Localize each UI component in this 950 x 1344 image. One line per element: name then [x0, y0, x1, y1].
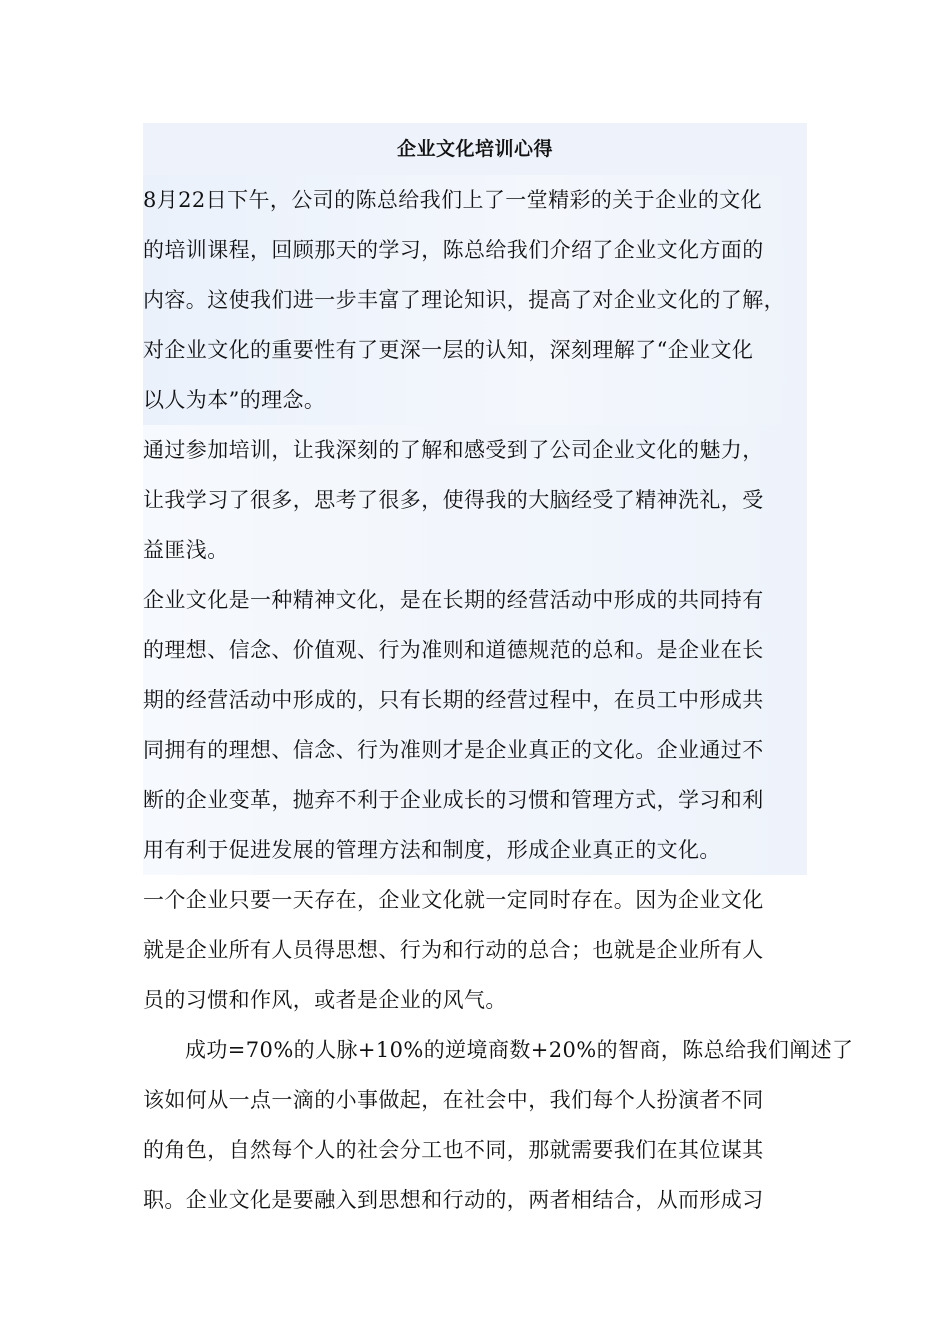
- paragraph-line: 益匪浅。: [143, 538, 229, 562]
- paragraph-line: 通过参加培训，让我深刻的了解和感受到了公司企业文化的魅力，: [143, 438, 764, 462]
- paragraph-line: 同拥有的理想、信念、行为准则才是企业真正的文化。企业通过不: [143, 738, 764, 762]
- paragraph-3: [143, 575, 807, 875]
- paragraph-1: [143, 175, 807, 425]
- paragraph-line: 的角色，自然每个人的社会分工也不同，那就需要我们在其位谋其: [143, 1138, 764, 1162]
- paragraph-line: 8月22日下午，公司的陈总给我们上了一堂精彩的关于企业的文化: [143, 188, 763, 212]
- paragraph-2: [143, 425, 807, 575]
- paragraph-line: 成功=70%的人脉+10%的逆境商数+20%的智商，陈总给我们阐述了: [185, 1038, 854, 1062]
- paragraph-line: 一个企业只要一天存在，企业文化就一定同时存在。因为企业文化: [143, 888, 764, 912]
- paragraph-4: [143, 875, 807, 1025]
- document-title: 企业文化培训心得: [143, 123, 807, 175]
- paragraph-line: 期的经营活动中形成的，只有长期的经营过程中，在员工中形成共: [143, 688, 764, 712]
- paragraph-line: 企业文化是一种精神文化，是在长期的经营活动中形成的共同持有: [143, 588, 764, 612]
- paragraph-line: 该如何从一点一滴的小事做起，在社会中，我们每个人扮演者不同: [143, 1088, 764, 1112]
- paragraph-line: 让我学习了很多，思考了很多，使得我的大脑经受了精神洗礼，受: [143, 488, 764, 512]
- paragraph-line: 员的习惯和作风，或者是企业的风气。: [143, 988, 507, 1012]
- paragraph-line: 以人为本”的理念。: [143, 388, 326, 412]
- paragraph-line: 对企业文化的重要性有了更深一层的认知，深刻理解了“企业文化: [143, 338, 754, 362]
- paragraph-line: 的理想、信念、价值观、行为准则和道德规范的总和。是企业在长: [143, 638, 764, 662]
- paragraph-line: 内容。这使我们进一步丰富了理论知识，提高了对企业文化的了解，: [143, 288, 785, 312]
- paragraph-line: 用有利于促进发展的管理方法和制度，形成企业真正的文化。: [143, 838, 721, 862]
- document-page: [143, 123, 854, 1225]
- paragraph-5: [143, 1025, 854, 1225]
- paragraph-line: 就是企业所有人员得思想、行为和行动的总合；也就是企业所有人: [143, 938, 764, 962]
- paragraph-line: 职。企业文化是要融入到思想和行动的，两者相结合，从而形成习: [143, 1188, 764, 1212]
- paragraph-line: 断的企业变革，抛弃不利于企业成长的习惯和管理方式，学习和利: [143, 788, 764, 812]
- paragraph-line: 的培训课程，回顾那天的学习，陈总给我们介绍了企业文化方面的: [143, 238, 764, 262]
